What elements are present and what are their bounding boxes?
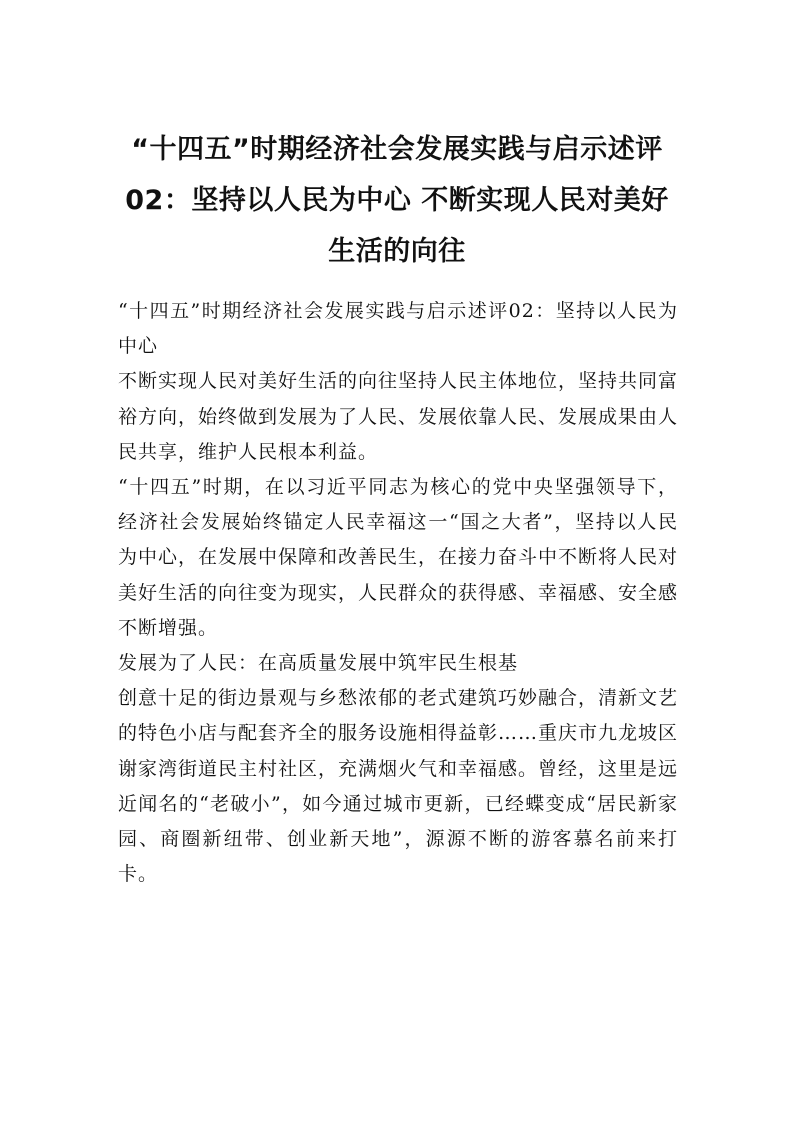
paragraph-overview: “十四五”时期，在以习近平同志为核心的党中央坚强领导下，经济社会发展始终锚定人民幸福这一“国之大者”，坚持以人民为中心，在发展中保障和改善民生，在接力奋斗中不断将人民对美好生活的向往变为现实，人民群众的获得感、幸福感、安全感不断增强。: [118, 476, 679, 639]
document-title: “十四五”时期经济社会发展实践与启示述评02：坚持以人民为中心 不断实现人民对美好生活的向往: [125, 134, 669, 267]
document-body: [118, 294, 678, 892]
paragraph-subtitle: “十四五”时期经济社会发展实践与启示述评02：坚持以人民为中心: [118, 300, 678, 358]
paragraph-example: 创意十足的街边景观与乡愁浓郁的老式建筑巧妙融合，清新文艺的特色小店与配套齐全的服务设施相得益彰……重庆市九龙坡区谢家湾街道民主村社区，充满烟火气和幸福感。曾经，这里是远近闻名的“老破小”，如今通过城市更新，已经蝶变成“居民新家园、商圈新纽带、创业新天地”，源源不断的游客慕名前来打卡。: [118, 687, 679, 886]
paragraph-intro: 不断实现人民对美好生活的向往坚持人民主体地位，坚持共同富裕方向，始终做到发展为了人民、发展依靠人民、发展成果由人民共享，维护人民根本利益。: [118, 370, 679, 463]
section-heading: 发展为了人民：在高质量发展中筑牢民生根基: [118, 652, 519, 675]
